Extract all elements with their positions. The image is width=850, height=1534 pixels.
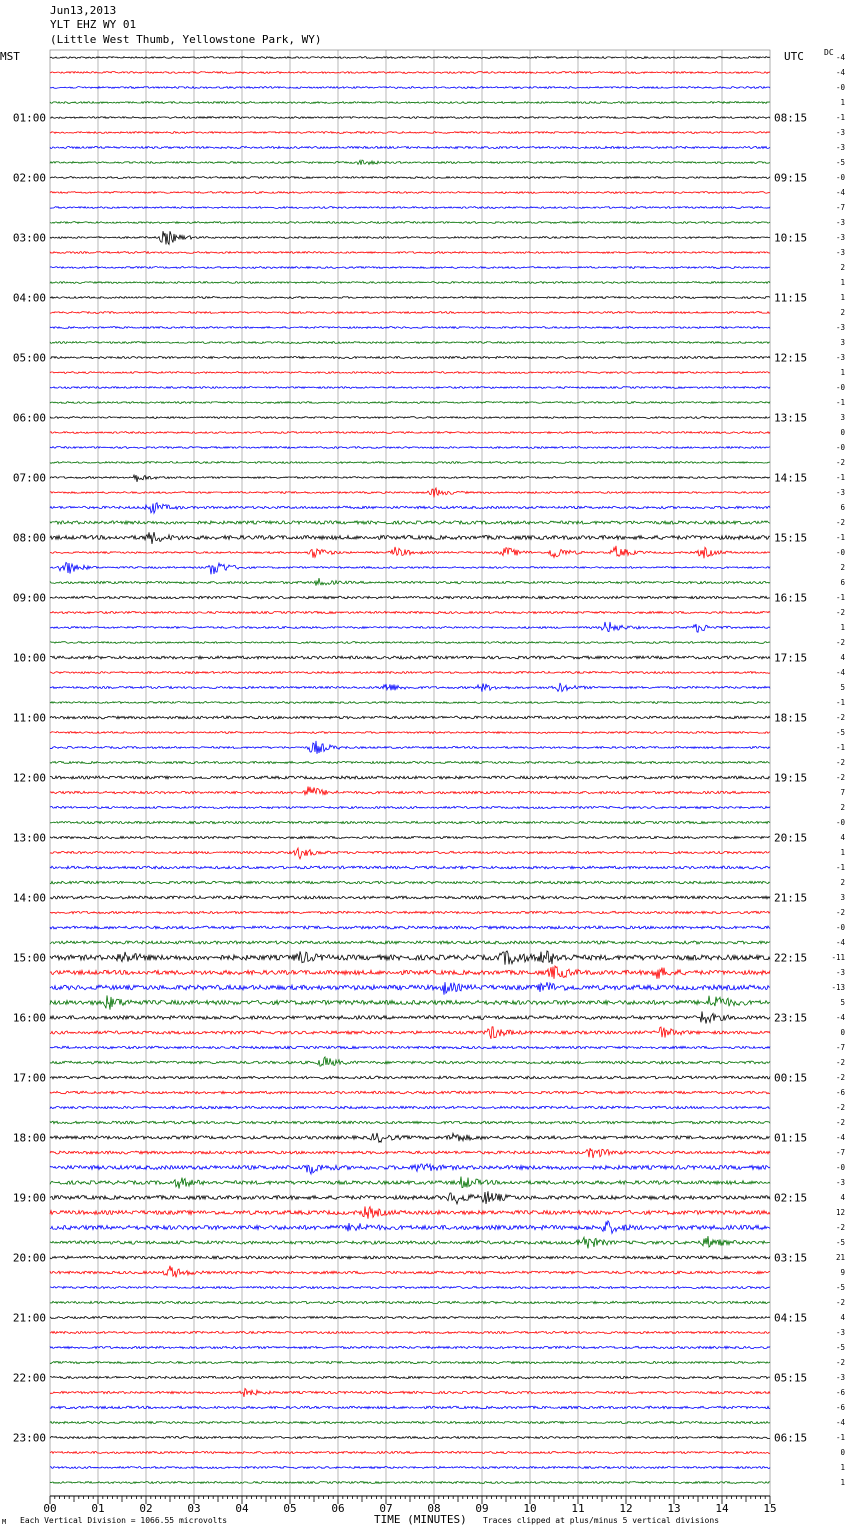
- right-hour-label: 03:15: [774, 1251, 808, 1265]
- dc-offset-label: -1: [835, 698, 845, 707]
- trace-row: [50, 402, 770, 404]
- trace-row: [50, 1091, 770, 1094]
- trace-row: [50, 1177, 770, 1189]
- trace-row: [50, 1346, 770, 1348]
- dc-offset-label: -5: [835, 728, 845, 737]
- dc-offset-label: -0: [835, 383, 845, 392]
- left-hour-label: 03:00: [12, 231, 46, 245]
- dc-offset-label: -1: [835, 1433, 845, 1442]
- dc-offset-label: -3: [835, 488, 845, 497]
- dc-offset-label: -1: [835, 743, 845, 752]
- dc-offset-label: -3: [835, 248, 845, 257]
- dc-offset-label: 12: [835, 1208, 845, 1217]
- x-tick-label: 14: [715, 1502, 729, 1515]
- right-hour-label: 01:15: [774, 1131, 808, 1145]
- trace-row: [50, 356, 770, 358]
- dc-offset-label: -1: [835, 473, 845, 482]
- trace-row: [50, 966, 770, 979]
- right-hour-labels: [774, 112, 807, 1445]
- trace-row: [50, 1027, 770, 1039]
- trace-row: [50, 192, 770, 194]
- dc-offset-label: -2: [835, 1073, 845, 1082]
- dc-offset-label: 0: [840, 1448, 845, 1457]
- dc-offset-label: 2: [840, 263, 845, 272]
- trace-row: [50, 1406, 770, 1409]
- trace-row: [50, 776, 770, 779]
- trace-row: [50, 1191, 770, 1204]
- dc-offset-label: -2: [835, 608, 845, 617]
- left-hour-label: 07:00: [12, 471, 46, 485]
- trace-row: [50, 995, 770, 1009]
- dc-offset-label: 4: [840, 833, 845, 842]
- trace-row: [50, 1389, 770, 1397]
- left-hour-label: 23:00: [12, 1431, 46, 1445]
- trace-row: [50, 926, 770, 929]
- dc-offset-label: -2: [835, 458, 845, 467]
- x-tick-label: 13: [667, 1502, 681, 1515]
- left-hour-label: 04:00: [12, 291, 46, 305]
- trace-row: [50, 1361, 770, 1363]
- trace-row: [50, 282, 770, 284]
- dc-offset-label: 1: [840, 1478, 845, 1487]
- trace-row: [50, 297, 770, 299]
- dc-offset-label: 0: [840, 428, 845, 437]
- right-timezone-label: UTC: [784, 50, 804, 63]
- trace-row: [50, 982, 770, 995]
- trace-row: [50, 117, 770, 119]
- dc-offset-label: 1: [840, 98, 845, 107]
- trace-row: [50, 1467, 770, 1469]
- trace-row: [50, 342, 770, 344]
- dc-offset-label: 4: [840, 653, 845, 662]
- trace-row: [50, 521, 770, 524]
- dc-offset-label: 1: [840, 293, 845, 302]
- x-axis-title: TIME (MINUTES): [374, 1513, 467, 1526]
- dc-offset-label: 5: [840, 683, 845, 692]
- dc-offset-label: -3: [835, 1178, 845, 1187]
- dc-offset-label: -3: [835, 353, 845, 362]
- trace-row: [50, 821, 770, 823]
- trace-row: [50, 1011, 770, 1023]
- x-tick-label: 02: [139, 1502, 153, 1515]
- dc-offset-label: -5: [835, 1283, 845, 1292]
- trace-row: [50, 1331, 770, 1333]
- dc-offset-label: 1: [840, 278, 845, 287]
- trace-row: [50, 1236, 770, 1248]
- trace-row: [50, 387, 770, 389]
- trace-row: [50, 787, 770, 796]
- trace-row: [50, 1256, 770, 1259]
- x-tick-label: 09: [475, 1502, 489, 1515]
- trace-row: [50, 911, 770, 913]
- right-hour-label: 02:15: [774, 1191, 808, 1205]
- trace-row: [50, 1046, 770, 1049]
- trace-row: [50, 578, 770, 586]
- trace-row: [50, 1057, 770, 1066]
- dc-offset-label: 21: [835, 1253, 845, 1262]
- x-tick-label: 01: [91, 1502, 105, 1515]
- trace-rows: [50, 57, 770, 1484]
- plot-frame: [50, 50, 770, 1496]
- trace-row: [50, 72, 770, 74]
- clip-note: Traces clipped at plus/minus 5 vertical divisions: [483, 1516, 720, 1525]
- trace-row: [50, 611, 770, 613]
- dc-offset-label: -11: [831, 953, 845, 962]
- trace-row: [50, 683, 770, 692]
- left-hour-label: 14:00: [12, 891, 46, 905]
- right-hour-label: 19:15: [774, 771, 808, 785]
- trace-row: [50, 866, 770, 869]
- dc-offset-label: -0: [835, 83, 845, 92]
- trace-row: [50, 1451, 770, 1453]
- trace-row: [50, 503, 770, 513]
- trace-row: [50, 881, 770, 884]
- location-label: (Little West Thumb, Yellowstone Park, WY): [50, 33, 322, 46]
- trace-row: [50, 312, 770, 314]
- trace-row: [50, 1221, 770, 1234]
- trace-row: [50, 848, 770, 859]
- right-hour-label: 06:15: [774, 1431, 808, 1445]
- dc-offset-label: -5: [835, 1238, 845, 1247]
- dc-offset-label: 6: [840, 503, 845, 512]
- dc-offset-label: 9: [840, 1268, 845, 1277]
- dc-offset-label: 2: [840, 563, 845, 572]
- dc-offset-label: -0: [835, 923, 845, 932]
- dc-offset-label: -4: [835, 1133, 845, 1142]
- dc-offset-label: -1: [835, 533, 845, 542]
- trace-row: [50, 596, 770, 599]
- left-hour-label: 11:00: [12, 711, 46, 725]
- dc-offset-label: 4: [840, 1193, 845, 1202]
- x-tick-label: 08: [427, 1502, 441, 1515]
- trace-row: [50, 177, 770, 179]
- trace-row: [50, 475, 770, 482]
- dc-offset-label: -4: [835, 188, 845, 197]
- dc-offset-label: 3: [840, 338, 845, 347]
- dc-offset-label: -0: [835, 818, 845, 827]
- right-hour-label: 04:15: [774, 1311, 808, 1325]
- left-hour-label: 20:00: [12, 1251, 46, 1265]
- right-hour-label: 11:15: [774, 291, 808, 305]
- trace-row: [50, 672, 770, 674]
- right-hour-label: 08:15: [774, 111, 808, 125]
- trace-row: [50, 563, 770, 575]
- dc-offset-label: -3: [835, 128, 845, 137]
- dc-offset-label: 2: [840, 308, 845, 317]
- trace-row: [50, 532, 770, 544]
- x-tick-label: 07: [379, 1502, 393, 1515]
- trace-row: [50, 102, 770, 104]
- left-timezone-label: MST: [0, 50, 20, 63]
- dc-offset-label: 1: [840, 1463, 845, 1472]
- left-hour-label: 18:00: [12, 1131, 46, 1145]
- trace-row: [50, 267, 770, 269]
- dc-offset-label: -2: [835, 1058, 845, 1067]
- dc-offset-label: -4: [835, 1013, 845, 1022]
- right-hour-label: 10:15: [774, 231, 808, 245]
- trace-row: [50, 1436, 770, 1438]
- dc-offset-label: -4: [835, 68, 845, 77]
- left-hour-label: 21:00: [12, 1311, 46, 1325]
- trace-row: [50, 941, 770, 944]
- left-hour-label: 12:00: [12, 771, 46, 785]
- dc-offset-label: 2: [840, 803, 845, 812]
- trace-row: [50, 1121, 770, 1124]
- dc-offset-label: -4: [835, 668, 845, 677]
- trace-row: [50, 896, 770, 899]
- trace-row: [50, 1133, 770, 1142]
- dc-offset-label: -4: [835, 938, 845, 947]
- trace-row: [50, 146, 770, 148]
- date-label: Jun13,2013: [50, 4, 117, 17]
- trace-row: [50, 447, 770, 449]
- dc-offset-label: -3: [835, 143, 845, 152]
- left-hour-labels: [13, 112, 46, 1445]
- dc-offset-label: 5: [840, 998, 845, 1007]
- dc-offset-label: -3: [835, 1328, 845, 1337]
- dc-offset-label: -6: [835, 1403, 845, 1412]
- scale-note: Each Vertical Division = 1066.55 microvolts: [20, 1516, 228, 1525]
- trace-row: [50, 160, 770, 165]
- dc-offset-label: -2: [835, 518, 845, 527]
- left-hour-label: 08:00: [12, 531, 46, 545]
- x-tick-label: 05: [283, 1502, 297, 1515]
- trace-row: [50, 1421, 770, 1423]
- dc-offset-label: -13: [831, 983, 845, 992]
- trace-row: [50, 87, 770, 89]
- right-hour-label: 16:15: [774, 591, 808, 605]
- station-label: YLT EHZ WY 01: [50, 18, 137, 31]
- trace-row: [50, 417, 770, 419]
- trace-row: [50, 702, 770, 704]
- left-hour-label: 05:00: [12, 351, 46, 365]
- dc-offset-label: -3: [835, 968, 845, 977]
- trace-row: [50, 432, 770, 434]
- trace-row: [50, 716, 770, 719]
- right-hour-label: 20:15: [774, 831, 808, 845]
- trace-row: [50, 1376, 770, 1378]
- trace-row: [50, 1482, 770, 1484]
- trace-row: [50, 1301, 770, 1303]
- dc-offset-label: 4: [840, 1313, 845, 1322]
- dc-offset-label: -2: [835, 713, 845, 722]
- dc-offset-label: -0: [835, 173, 845, 182]
- dc-offset-label: -2: [835, 1103, 845, 1112]
- right-hour-label: 22:15: [774, 951, 808, 965]
- right-hour-label: 18:15: [774, 711, 808, 725]
- x-tick-label: 12: [619, 1502, 633, 1515]
- trace-row: [50, 806, 770, 808]
- left-hour-label: 17:00: [12, 1071, 46, 1085]
- trace-row: [50, 1106, 770, 1109]
- trace-row: [50, 57, 770, 59]
- trace-row: [50, 656, 770, 659]
- left-hour-label: 01:00: [12, 111, 46, 125]
- x-tick-label: 10: [523, 1502, 537, 1515]
- x-tick-label: 00: [43, 1502, 57, 1515]
- left-hour-label: 19:00: [12, 1191, 46, 1205]
- dc-offset-label: -7: [835, 1043, 845, 1052]
- dc-offset-label: 7: [840, 788, 845, 797]
- right-hour-label: 14:15: [774, 471, 808, 485]
- trace-row: [50, 546, 770, 559]
- dc-offset-label: -3: [835, 218, 845, 227]
- left-hour-label: 06:00: [12, 411, 46, 425]
- dc-offset-label: -0: [835, 1163, 845, 1172]
- right-hour-label: 21:15: [774, 891, 808, 905]
- dc-offset-label: 3: [840, 413, 845, 422]
- dc-offset-label: -2: [835, 1298, 845, 1307]
- dc-offset-label: -7: [835, 1148, 845, 1157]
- left-hour-label: 13:00: [12, 831, 46, 845]
- dc-offset-label: -2: [835, 1223, 845, 1232]
- dc-offset-label: 1: [840, 623, 845, 632]
- trace-row: [50, 642, 770, 644]
- dc-offset-label: -1: [835, 593, 845, 602]
- dc-offset-label: -1: [835, 113, 845, 122]
- trace-row: [50, 462, 770, 464]
- trace-row: [50, 741, 770, 754]
- dc-offset-labels: [831, 53, 845, 1487]
- trace-row: [50, 622, 770, 632]
- dc-offset-label: -1: [835, 863, 845, 872]
- dc-offset-label: 1: [840, 848, 845, 857]
- left-hour-label: 15:00: [12, 951, 46, 965]
- dc-offset-label: -2: [835, 908, 845, 917]
- right-hour-label: 05:15: [774, 1371, 808, 1385]
- x-tick-label: 11: [571, 1502, 585, 1515]
- dc-offset-label: -3: [835, 323, 845, 332]
- trace-row: [50, 1266, 770, 1278]
- left-hour-label: 22:00: [12, 1371, 46, 1385]
- trace-row: [50, 951, 770, 965]
- trace-row: [50, 231, 770, 244]
- trace-row: [50, 488, 770, 498]
- dc-offset-label: -4: [835, 53, 845, 62]
- dc-offset-label: -5: [835, 158, 845, 167]
- minute-grid: [50, 50, 770, 1496]
- dc-offset-label: -0: [835, 443, 845, 452]
- right-hour-label: 09:15: [774, 171, 808, 185]
- x-tick-label: 03: [187, 1502, 201, 1515]
- dc-offset-label: 0: [840, 1028, 845, 1037]
- dc-offset-label: -6: [835, 1388, 845, 1397]
- left-hour-label: 16:00: [12, 1011, 46, 1025]
- right-hour-label: 12:15: [774, 351, 808, 365]
- corner-mark: M: [2, 1518, 7, 1526]
- dc-offset-label: -2: [835, 773, 845, 782]
- x-tick-label: 06: [331, 1502, 345, 1515]
- trace-row: [50, 732, 770, 734]
- dc-offset-label: -3: [835, 1373, 845, 1382]
- dc-offset-label: 6: [840, 578, 845, 587]
- trace-row: [50, 327, 770, 329]
- trace-row: [50, 1148, 770, 1158]
- dc-offset-label: -7: [835, 203, 845, 212]
- dc-offset-label: 2: [840, 878, 845, 887]
- trace-row: [50, 252, 770, 254]
- right-hour-label: 23:15: [774, 1011, 808, 1025]
- dc-offset-label: -2: [835, 1118, 845, 1127]
- dc-offset-label: -2: [835, 758, 845, 767]
- trace-row: [50, 1286, 770, 1288]
- left-hour-label: 02:00: [12, 171, 46, 185]
- right-hour-label: 17:15: [774, 651, 808, 665]
- trace-row: [50, 222, 770, 224]
- x-tick-label: 04: [235, 1502, 249, 1515]
- dc-offset-label: 3: [840, 893, 845, 902]
- trace-row: [50, 836, 770, 838]
- dc-offset-label: -2: [835, 638, 845, 647]
- trace-row: [50, 1164, 770, 1174]
- right-hour-label: 15:15: [774, 531, 808, 545]
- left-hour-label: 09:00: [12, 591, 46, 605]
- dc-offset-label: -4: [835, 1418, 845, 1427]
- trace-row: [50, 761, 770, 763]
- dc-offset-label: -0: [835, 548, 845, 557]
- dc-offset-label: -5: [835, 1343, 845, 1352]
- dc-offset-label: -3: [835, 233, 845, 242]
- dc-offset-label: -2: [835, 1358, 845, 1367]
- trace-row: [50, 372, 770, 374]
- trace-row: [50, 1076, 770, 1079]
- trace-row: [50, 1206, 770, 1218]
- trace-row: [50, 132, 770, 134]
- dc-offset-label: -1: [835, 398, 845, 407]
- trace-row: [50, 1316, 770, 1318]
- x-tick-label: 15: [763, 1502, 777, 1515]
- trace-row: [50, 207, 770, 209]
- right-hour-label: 00:15: [774, 1071, 808, 1085]
- right-hour-label: 13:15: [774, 411, 808, 425]
- dc-offset-label: 1: [840, 368, 845, 377]
- dc-offset-label: -6: [835, 1088, 845, 1097]
- dc-label: DC: [824, 48, 834, 57]
- left-hour-label: 10:00: [12, 651, 46, 665]
